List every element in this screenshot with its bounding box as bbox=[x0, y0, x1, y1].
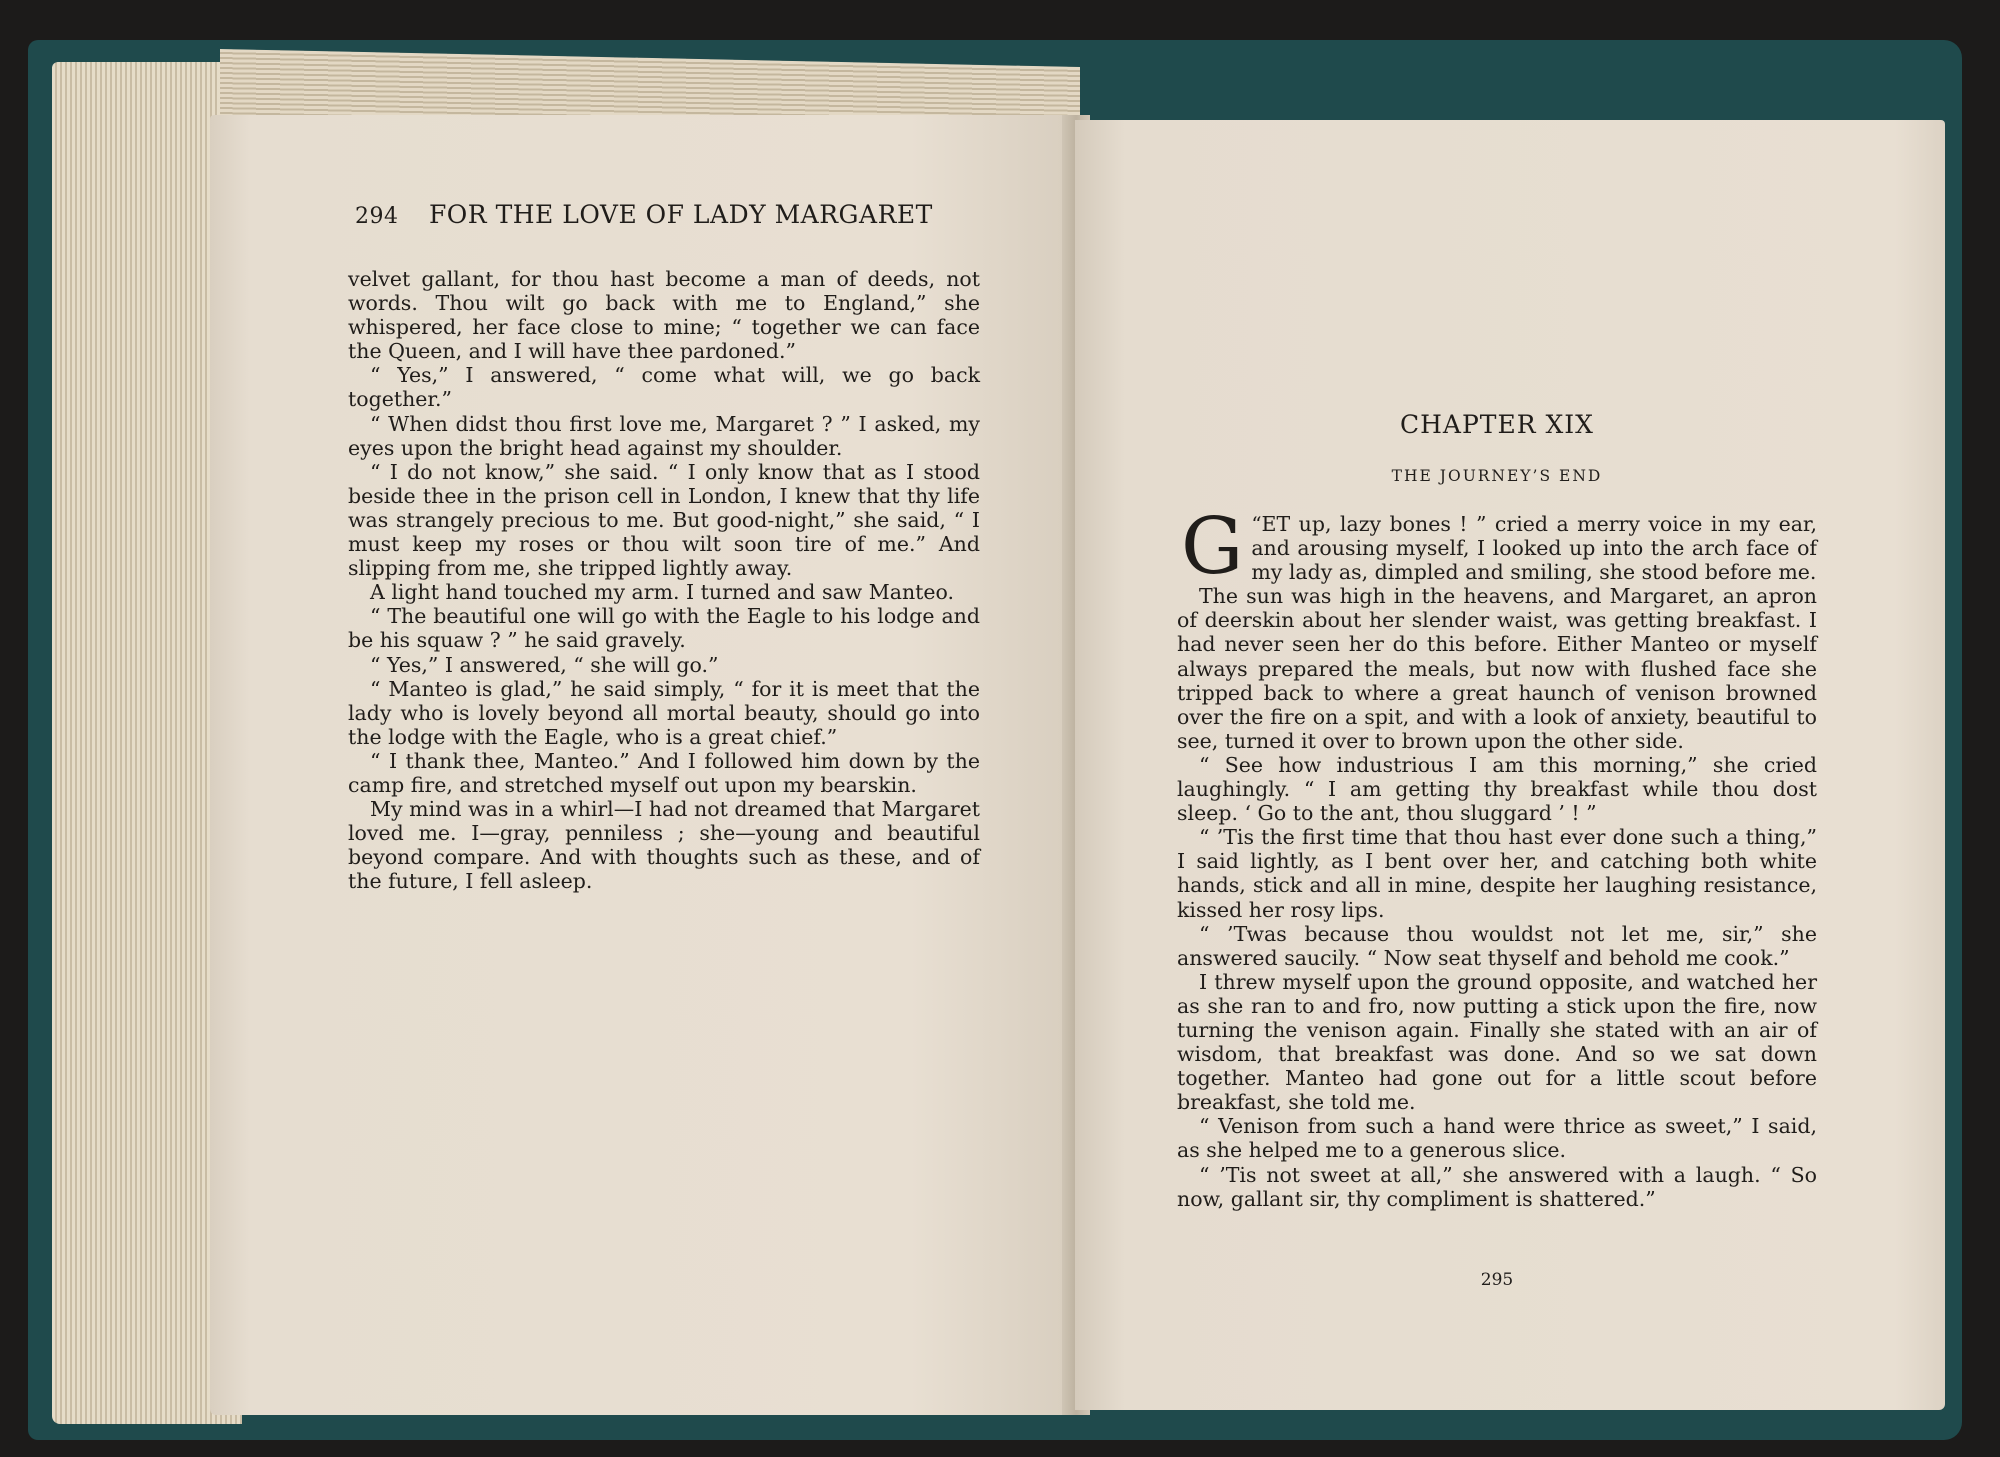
opening-paragraph bbox=[1177, 502, 1817, 592]
paragraph: “ ’Tis the first time that thou hast ever done such a thing,” I said lightly, as I bent over her, and catching both white hands, stick and all in mine, despite her laughing resistance, kissed her rosy lips. bbox=[1177, 825, 1817, 922]
paragraph: I threw myself upon the ground opposite, and watched her as she ran to and fro, now putting a stick upon the fire, now turning the venison again. Finally she stated with an air of wisdom, that breakfast was done. And so we sat down together. Manteo had gone out for a little scout before breakfast, she told me. bbox=[1177, 969, 1817, 1115]
paragraph: My mind was in a whirl—I had not dreamed that Margaret loved me. I—gray, penniless ; she—young and beautiful beyond compare. And with thoughts such as these, and of the future, I fell asleep. bbox=[348, 797, 980, 894]
paragraph: “ Yes,” I answered, “ come what will, we go back together.” bbox=[348, 363, 980, 412]
paragraph: “ I thank thee, Manteo.” And I followed him down by the camp fire, and stretched myself out upon my bearskin. bbox=[348, 748, 980, 797]
chapter-subtitle: THE JOURNEY’S END bbox=[1391, 467, 1603, 485]
paragraph: “ ’Tis not sweet at all,” she answered with a laugh. “ So now, gallant sir, thy compliment is shattered.” bbox=[1177, 1162, 1817, 1211]
paragraph: “ When didst thou first love me, Margaret ? ” I asked, my eyes upon the bright head against my shoulder. bbox=[348, 411, 980, 460]
running-head-title: FOR THE LOVE OF LADY MARGARET bbox=[428, 200, 933, 229]
page-number-right: 295 bbox=[1480, 1270, 1514, 1290]
paragraph: “ See how industrious I am this morning,” she cried laughingly. “ I am getting thy breakfast while thou dost sleep. ‘ Go to the ant, thou sluggard ’ ! ” bbox=[1177, 752, 1817, 826]
paragraph: “ Manteo is glad,” he said simply, “ for it is meet that the lady who is lovely beyond all mortal beauty, should go into the lodge with the Eagle, who is a great chief.” bbox=[348, 676, 980, 749]
paragraph: A light hand touched my arm. I turned and saw Manteo. bbox=[370, 580, 955, 605]
left-page bbox=[210, 115, 1072, 1415]
opening-paragraph-text: ET up, lazy bones ! ” cried a merry voice in my ear, and arousing myself, I looked up into the arch face of my lady as, dimpled and smiling, she stood before me. bbox=[1251, 512, 1817, 585]
paragraph: “ ’Twas because thou wouldst not let me, sir,” she answered saucily. “ Now seat thyself and behold me cook.” bbox=[1177, 921, 1817, 970]
paragraph: The sun was high in the heavens, and Margaret, an apron of deerskin about her slender waist, was getting breakfast. I had never seen her do this before. Either Manteo or myself always prepared the meals, but now with flushed face she tripped back to where a great haunch of venison browned over the fire on a spit, and with a look of anxiety, beautiful to see, turned it over to brown upon the other side. bbox=[1177, 584, 1817, 753]
right-page bbox=[1075, 120, 1945, 1410]
drop-cap: G bbox=[1181, 502, 1244, 592]
right-page-body bbox=[1177, 502, 1817, 1211]
opening-quote: “ bbox=[1251, 512, 1262, 536]
chapter-title: CHAPTER XIX bbox=[1400, 410, 1594, 439]
paragraph: “ I do not know,” she said. “ I only know that as I stood beside thee in the prison cell in London, I knew that thy life was strangely precious to me. But good-night,” she said, “ I must keep my roses or thou wilt soon tire of me.” And slipping from me, she tripped lightly away. bbox=[348, 459, 980, 581]
paragraph: “ Yes,” I answered, “ she will go.” bbox=[370, 652, 719, 677]
paragraph: “ Venison from such a hand were thrice as sweet,” I said, as she helped me to a generous slice. bbox=[1177, 1114, 1817, 1163]
running-head bbox=[355, 200, 975, 229]
paragraph: velvet gallant, for thou hast become a man of deeds, not words. Thou wilt go back with me to England,” she whispered, her face close to mine; “ together we can face the Queen, and I will have thee pardoned.” bbox=[348, 267, 980, 364]
page-number-left: 294 bbox=[355, 204, 399, 229]
left-page-body bbox=[348, 267, 980, 893]
paragraph: “ The beautiful one will go with the Eagle to his lodge and be his squaw ? ” he said gravely. bbox=[348, 604, 980, 653]
